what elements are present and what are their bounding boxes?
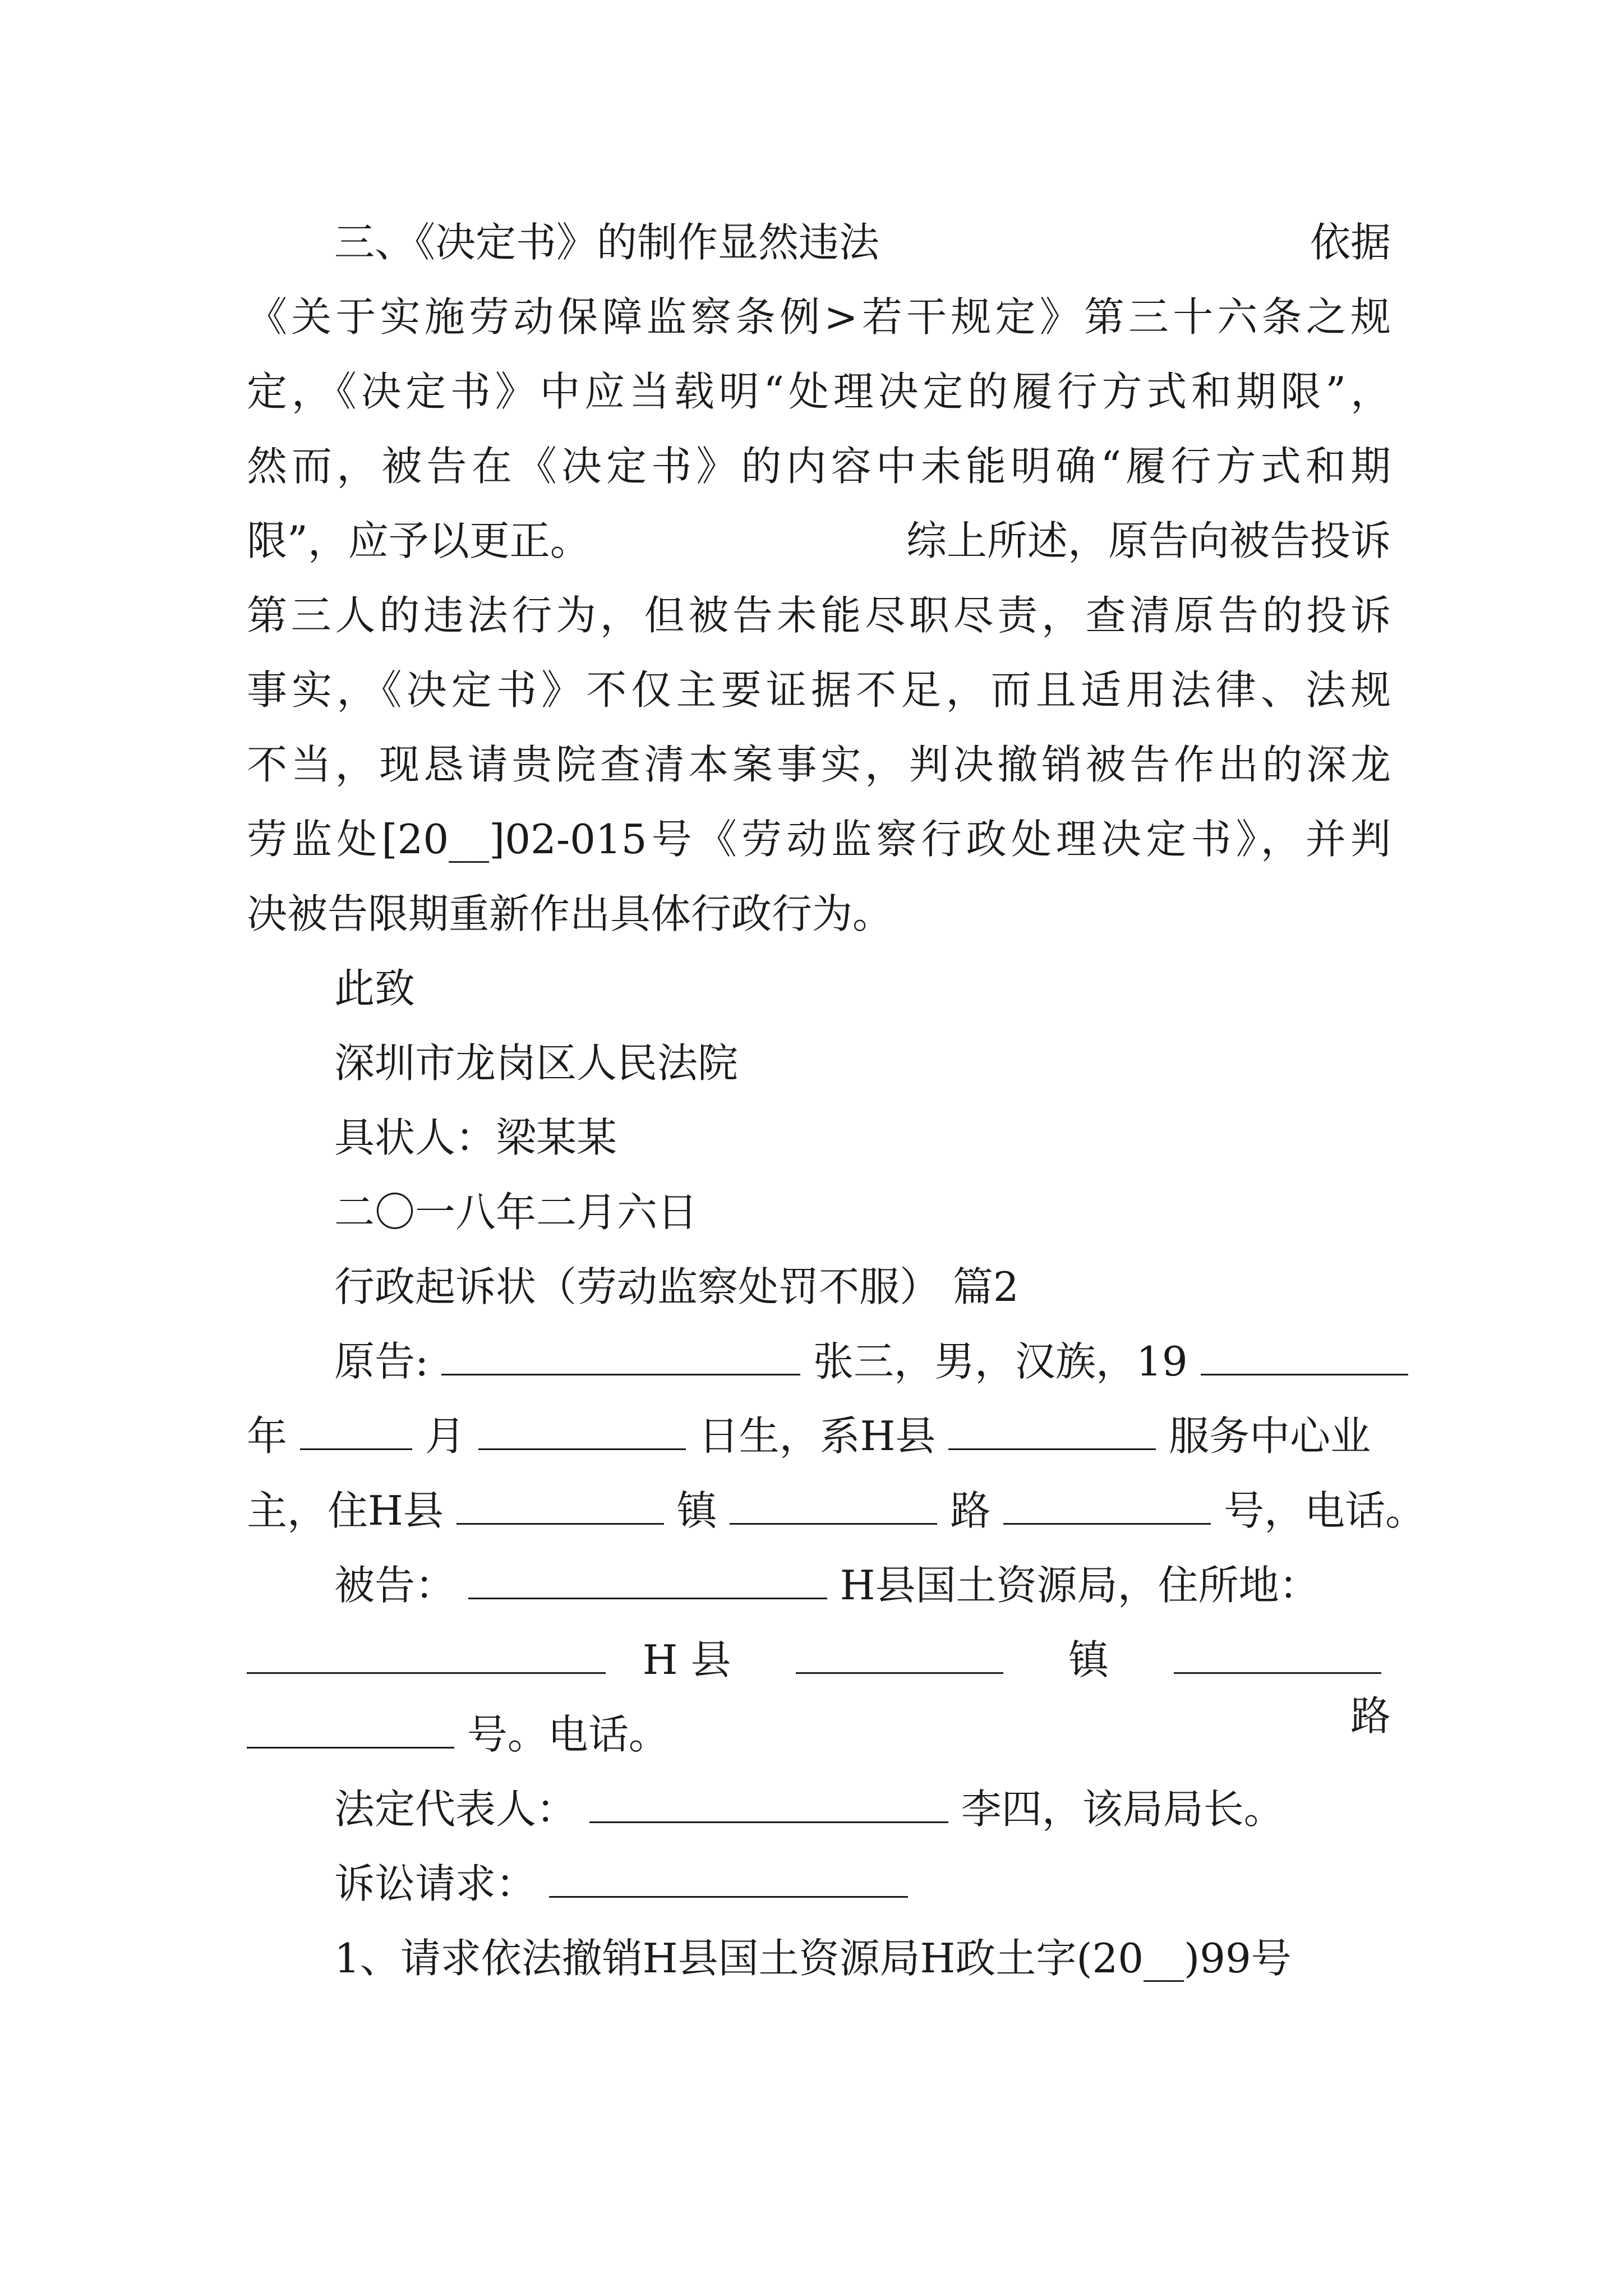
line-text: 路 (950, 1487, 991, 1534)
paragraph-line: 事实，《决定书》不仅主要证据不足，而且适用法律、法规 (247, 666, 1391, 714)
claims-line (334, 1856, 1391, 1912)
paragraph-line: 《关于实施劳动保障监察条例>若干规定》第三十六条之规 (247, 293, 1391, 341)
blank-field (549, 1858, 908, 1898)
paragraph-line: 决被告限期重新作出具体行政行为。 (247, 890, 893, 937)
blank-field (1003, 1485, 1211, 1525)
blank-field (247, 1709, 454, 1749)
line-text: 月 (425, 1412, 465, 1460)
line-text: 镇 (1068, 1636, 1109, 1683)
plaintiff-signature: 具状人：梁某某 (334, 1114, 617, 1161)
blank-field (478, 1410, 686, 1450)
line-text: 主，住H县 (247, 1487, 444, 1534)
rep-label: 法定代表人： (334, 1786, 577, 1833)
plaintiff-label: 原告: (334, 1338, 429, 1385)
birth-line (247, 1408, 1391, 1464)
blank-field (1174, 1634, 1381, 1674)
claim-item: 1、请求依法撤销H县国土资源局H政土字(20__)99号 (334, 1935, 1292, 1982)
defendant-info: H县国土资源局，住所地： (840, 1562, 1320, 1609)
blank-field (300, 1410, 412, 1450)
blank-field (948, 1410, 1156, 1450)
blank-field (1201, 1336, 1408, 1375)
address-line (247, 1483, 1426, 1539)
blank-field (457, 1485, 664, 1525)
paragraph-line (334, 214, 1391, 270)
representative-line (334, 1781, 1391, 1837)
line-text: 限”，应予以更正。 (247, 517, 591, 564)
line-text: 三、《决定书》的制作显然违法 (334, 219, 880, 266)
line-text: H 县 (642, 1636, 731, 1683)
plaintiff-line (334, 1333, 1391, 1389)
defendant-label: 被告： (334, 1562, 456, 1609)
line-text: 号，电话。 (1224, 1487, 1426, 1534)
line-text: 依据 (1310, 219, 1391, 266)
blank-field (441, 1336, 800, 1375)
defendant-line (334, 1557, 1391, 1613)
section-title: 行政起诉状（劳动监察处罚不服） 篇2 (334, 1263, 1019, 1310)
plaintiff-info: 张三，男，汉族，19 (813, 1338, 1188, 1385)
blank-field (247, 1634, 606, 1674)
line-text: 号。电话。 (467, 1711, 669, 1758)
line-text: 年 (247, 1412, 288, 1460)
paragraph-line: 然而，被告在《决定书》的内容中未能明确“履行方式和期 (247, 443, 1391, 490)
line-text: 综上所述，原告向被告投诉 (906, 517, 1391, 564)
paragraph-line: 劳监处[20__]02-015号《劳动监察行政处理决定书》，并判 (247, 816, 1391, 863)
paragraph-line (247, 513, 1391, 569)
paragraph-line: 第三人的违法行为，但被告未能尽职尽责，查清原告的投诉 (247, 592, 1391, 639)
line-text: 路 (1350, 1692, 1391, 1740)
court-name: 深圳市龙岗区人民法院 (334, 1039, 739, 1087)
defendant-phone-line (247, 1706, 1391, 1763)
document-date: 二〇一八年二月六日 (334, 1189, 698, 1236)
blank-field (589, 1783, 948, 1823)
salutation: 此致 (334, 965, 416, 1012)
rep-info: 李四，该局局长。 (961, 1786, 1284, 1833)
line-text: 日生，系H县 (698, 1412, 936, 1460)
blank-field (730, 1485, 937, 1525)
claims-label: 诉讼请求： (334, 1860, 537, 1907)
paragraph-line: 不当，现恳请贵院查清本案事实，判决撤销被告作出的深龙 (247, 741, 1391, 788)
line-text: 服务中心业 (1169, 1412, 1371, 1460)
line-text: 镇 (676, 1487, 717, 1534)
blank-field (796, 1634, 1003, 1674)
blank-field (468, 1559, 827, 1599)
paragraph-line: 定，《决定书》中应当载明“处理决定的履行方式和期限”， (247, 368, 1391, 415)
